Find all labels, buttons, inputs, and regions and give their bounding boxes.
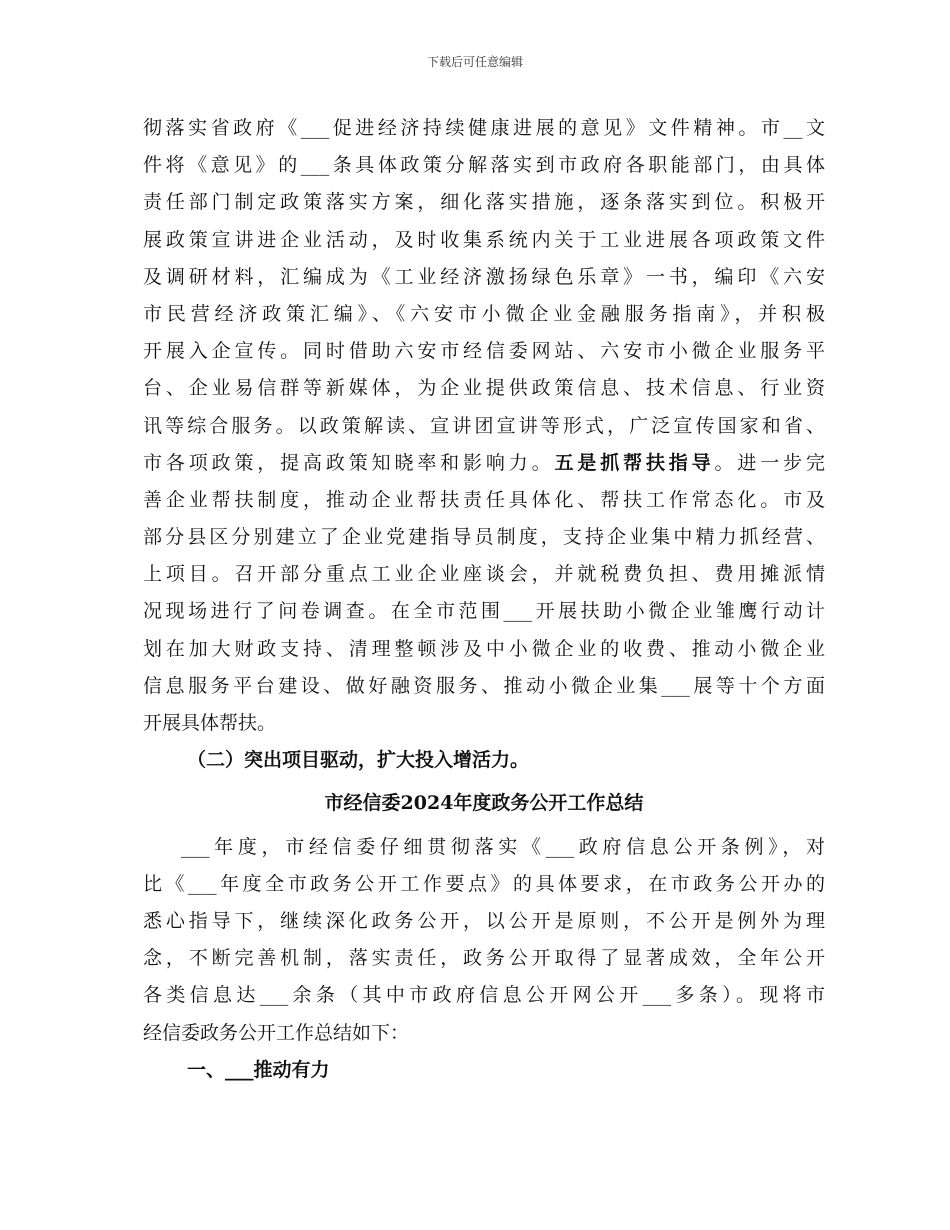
paragraph-policy-implementation	[143, 110, 825, 742]
text-line: 彻落实省政府《___促进经济持续健康进展的意见》文件精神。市__文	[143, 117, 825, 139]
text-line: 善企业帮扶制度，推动企业帮扶责任具体化、帮扶工作常态化。市及	[143, 488, 825, 511]
text-line: 台、企业易信群等新媒体，为企业提供政策信息、技术信息、行业资	[143, 377, 825, 400]
text-line: 况现场进行了问卷调查。在全市范围___开展扶助小微企业雏鹰行动计	[143, 600, 825, 623]
text-line: 件将《意见》的___条具体政策分解落实到市政府各职能部门，由具体	[143, 154, 825, 177]
text-segment: 。进一步完	[714, 451, 825, 474]
text-line: 信息服务平台建设、做好融资服务、推动小微企业集___展等十个方面	[143, 674, 825, 697]
bold-point-five: 五是抓帮扶指导	[554, 451, 715, 474]
document-body	[143, 110, 825, 1089]
text-line: 悉心指导下，继续深化政务公开，以公开是原则，不公开是例外为理	[143, 909, 825, 932]
section-heading-one: 一、___推动有力	[187, 1058, 330, 1081]
text-line: 展政策宣讲进企业活动，及时收集系统内关于工业进展各项政策文件	[143, 228, 825, 251]
text-line: 及调研材料，汇编成为《工业经济激扬绿色乐章》一书，编印《六安	[143, 265, 825, 288]
text-line: 开展具体帮扶。	[143, 712, 277, 734]
text-line: 开展入企宣传。同时借助六安市经信委网站、六安市小微企业服务平	[143, 340, 825, 363]
section-heading-project-driven: （二）突出项目驱动，扩大投入增活力。	[187, 749, 530, 772]
text-line: 经信委政务公开工作总结如下：	[143, 1021, 410, 1044]
text-line: 各类信息达___余条（其中市政府信息公开网公开___多条）。现将市	[143, 984, 825, 1007]
text-line: 念，不断完善机制，落实责任，政务公开取得了显著成效，全年公开	[143, 947, 825, 970]
text-line-with-bold	[143, 445, 825, 482]
document-title: 市经信委2024年度政务公开工作总结	[324, 792, 644, 815]
text-line: 比《___年度全市政务公开工作要点》的具体要求，在市政务公开办的	[143, 872, 825, 895]
text-line: ___年度，市经信委仔细贯彻落实《___政府信息公开条例》，对	[181, 835, 825, 858]
text-line: 讯等综合服务。以政策解读、宣讲团宣讲等形式，广泛宣传国家和省、	[143, 414, 825, 437]
text-line: 市民营经济政策汇编》、《六安市小微企业金融服务指南》，并积极	[143, 302, 825, 325]
text-line: 责任部门制定政策落实方案，细化落实措施，逐条落实到位。积极开	[143, 191, 825, 214]
text-line: 部分县区分别建立了企业党建指导员制度，支持企业集中精力抓经营、	[143, 526, 825, 549]
paragraph-summary-intro	[143, 829, 825, 1052]
text-line: 上项目。召开部分重点工业企业座谈会，并就税费负担、费用摊派情	[143, 563, 825, 586]
text-segment: 市各项政策，提高政策知晓率和影响力。	[143, 451, 555, 474]
page-header: 下载后可任意编辑	[426, 55, 523, 69]
text-line: 划在加大财政支持、清理整顿涉及中小微企业的收费、推动小微企业	[143, 637, 825, 660]
